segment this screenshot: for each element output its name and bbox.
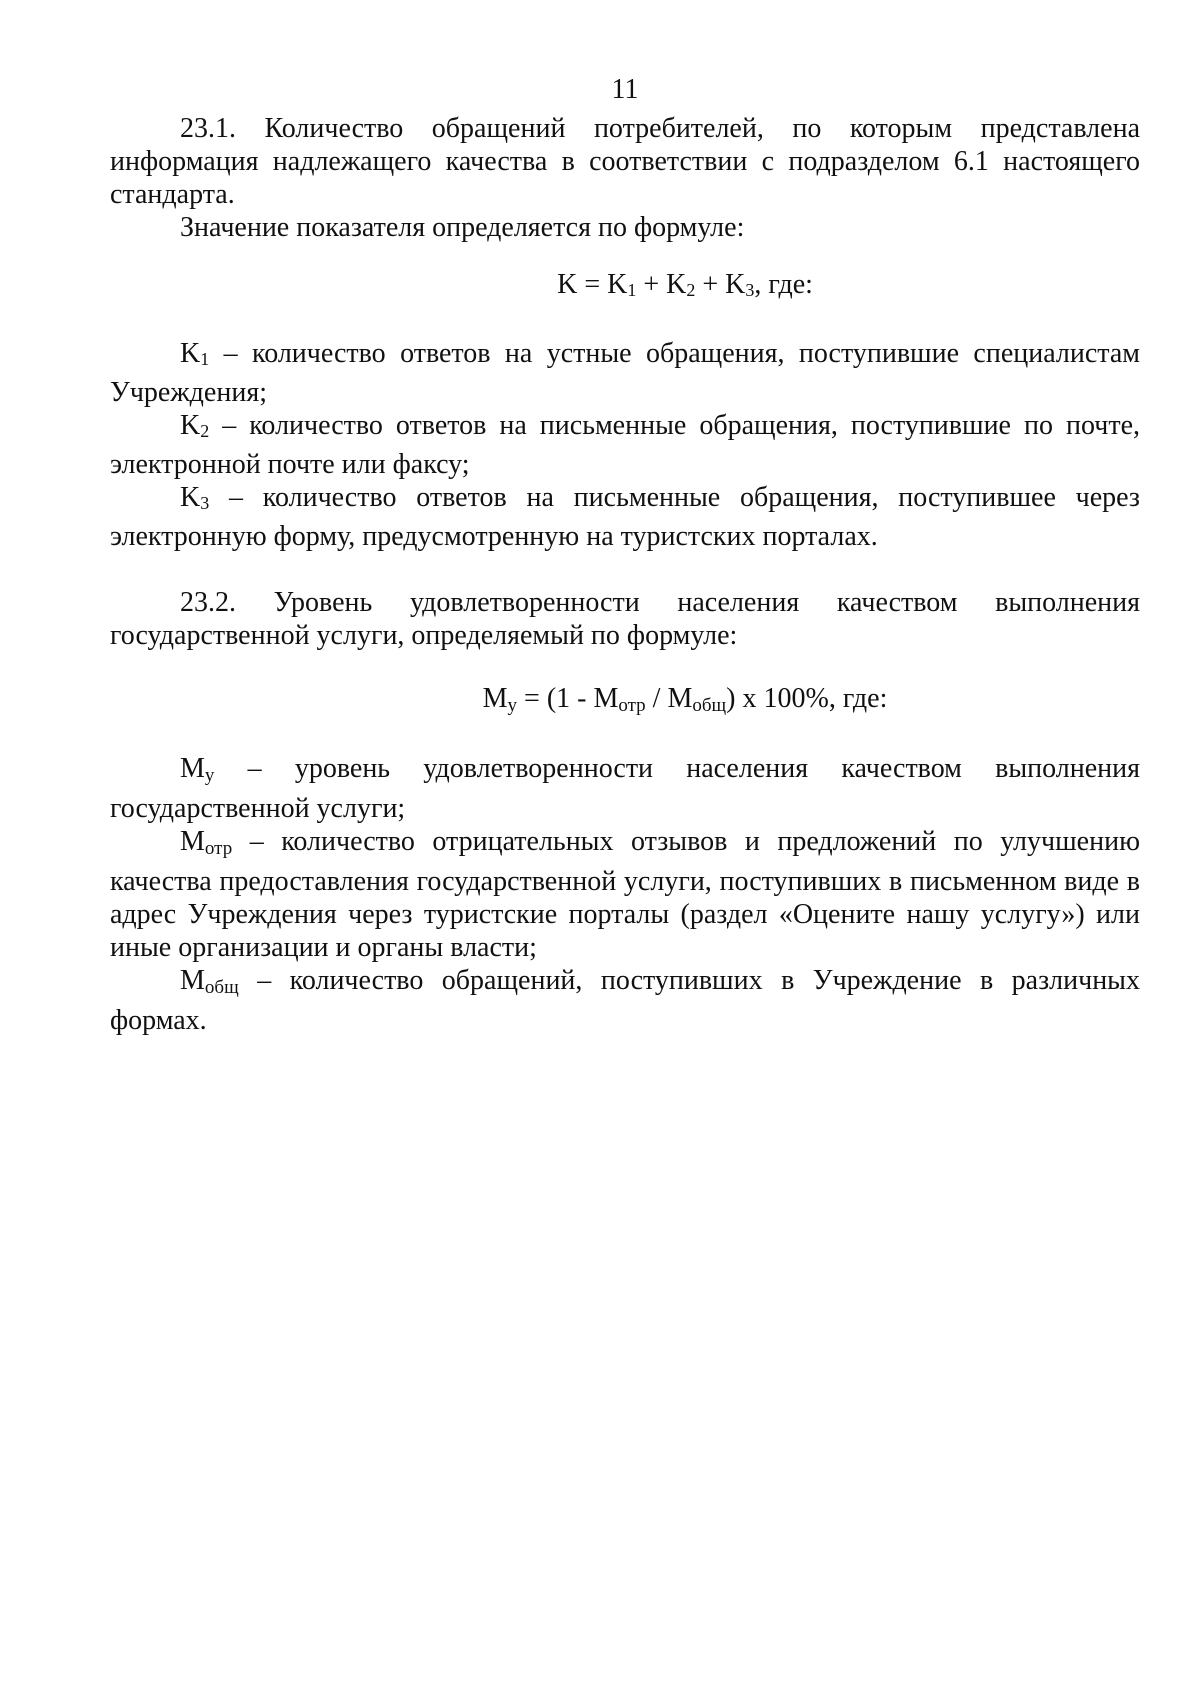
definition-subscript: отр <box>204 838 233 859</box>
definition-text: – количество ответов на письменные обращения, поступившее через электронную форму, предусмотренную на туристских порталах. <box>110 482 1140 552</box>
definition-symbol: K <box>180 482 201 513</box>
definition-mobsch <box>110 964 1140 1037</box>
definition-text: – количество ответов на письменные обращения, поступившие по почте, электронной почте или факсу; <box>110 410 1140 480</box>
formula-k <box>110 268 1140 307</box>
definition-text: – количество обращений, поступивших в Учреждение в различных формах. <box>110 965 1140 1036</box>
definition-subscript: у <box>204 765 215 786</box>
document-body <box>110 112 1140 1037</box>
formula-intro: Значение показателя определяется по формуле: <box>180 212 745 243</box>
formula-m-sub2: отр <box>618 695 646 716</box>
formula-k-tail: , где: <box>754 269 813 300</box>
definition-subscript: 2 <box>200 421 210 441</box>
definition-k1 <box>110 337 1140 409</box>
definition-k3 <box>110 481 1140 553</box>
definition-symbol: M <box>180 965 205 996</box>
definition-symbol: K <box>180 338 201 369</box>
definition-text: – уровень удовлетворенности населения качеством выполнения государственной услуги; <box>110 753 1140 824</box>
definition-symbol: M <box>180 826 205 857</box>
formula-m-part1: = (1 - M <box>517 683 619 714</box>
formula-k-sub3: 3 <box>745 280 755 300</box>
section-23-1-paragraph: 23.1. Количество обращений потребителей, по которым представлена информация надлежащего качества в соответствии с подразделом 6.1 настоящего стандарта. <box>110 113 1140 210</box>
formula-m-sub3: общ <box>692 695 727 716</box>
definition-k2 <box>110 409 1140 481</box>
formula-m-tail: ) х 100%, где: <box>726 683 888 714</box>
formula-k-sub2: 2 <box>686 280 696 300</box>
definition-motr <box>110 825 1140 964</box>
page-number: 11 <box>611 74 639 105</box>
definition-my <box>110 752 1140 825</box>
formula-k-lhs: K = K <box>557 269 628 300</box>
definition-subscript: 3 <box>200 493 210 513</box>
definition-subscript: 1 <box>200 349 210 369</box>
formula-k-plus1: + K <box>636 269 687 300</box>
document-page <box>110 0 1140 1696</box>
formula-m <box>110 682 1140 722</box>
section-23-2-paragraph: 23.2. Уровень удовлетворенности населения качеством выполнения государственной услуги, определяемый по формуле: <box>110 587 1140 651</box>
definition-symbol: K <box>180 410 201 441</box>
definition-text: – количество ответов на устные обращения, поступившие специалистам Учреждения; <box>110 338 1140 408</box>
definition-symbol: M <box>180 753 205 784</box>
formula-m-lhs: M <box>482 683 508 714</box>
definition-subscript: общ <box>204 977 239 998</box>
formula-k-sub1: 1 <box>627 280 637 300</box>
formula-m-sub1: у <box>507 695 518 716</box>
formula-m-part2: / M <box>645 683 693 714</box>
definition-text: – количество отрицательных отзывов и предложений по улучшению качества предоставления государственной услуги, поступивших в письменном виде в адрес Учреждения через туристские порталы (раздел «Оцените нашу услугу») или иные организации и органы власти; <box>110 826 1140 963</box>
formula-k-plus2: + K <box>695 269 746 300</box>
